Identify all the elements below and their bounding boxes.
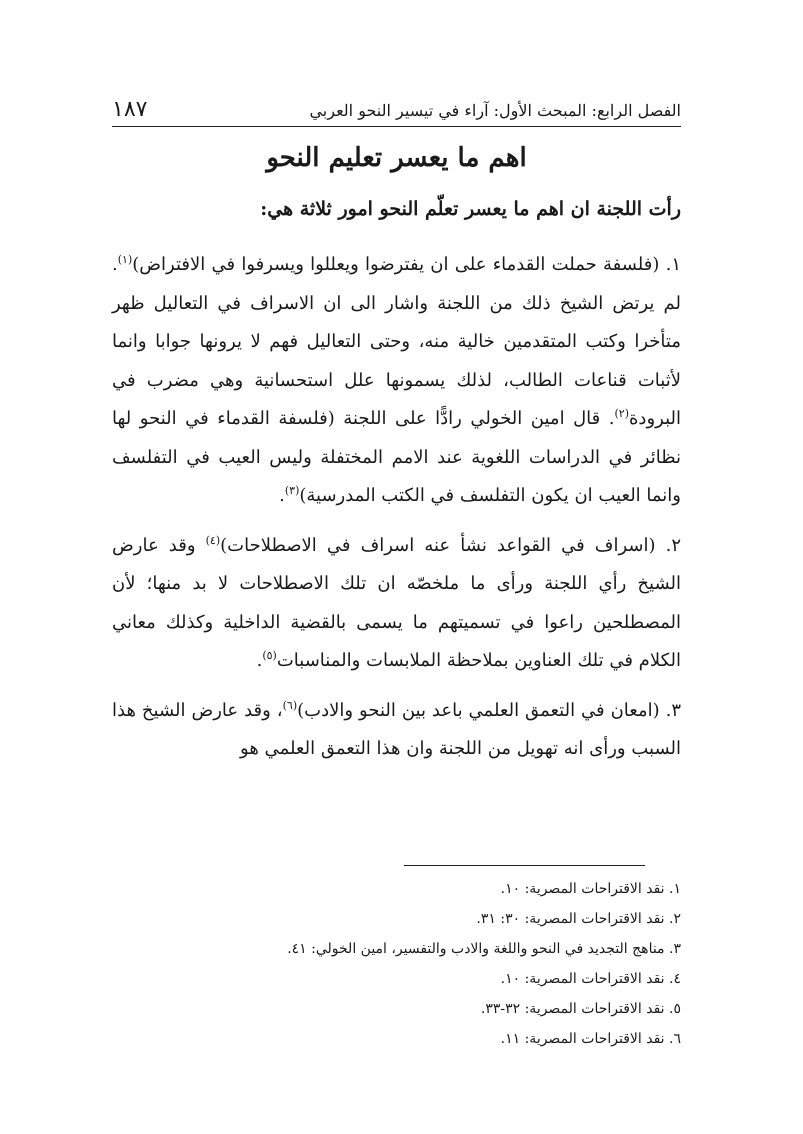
footnote-item: ١. نقد الاقتراحات المصرية: ١٠.: [500, 881, 681, 897]
running-header: [112, 86, 681, 127]
paragraph-3-text-b: ، وقد عارض الشيخ هذا السبب ورأى انه تهويل من اللجنة وان هذا التعمق العلمي هو: [112, 699, 681, 759]
paragraph-1-text-b: . لم يرتض الشيخ ذلك من اللجنة واشار الى ان الاسراف في التعاليل ظهر متأخرا وكتب المتقدمين خالية منه، وحتى التعاليل فهم لا يرونها جوابا وانما لأثبات قناعات الطالب، لذلك يسمونها علل استحسانية وهي مضرب في البرودة: [112, 254, 681, 429]
paragraph-2: [112, 527, 681, 681]
footnote-item: ٣. مناهج التجديد في النحو واللغة والادب والتفسير، امين الخولي: ٤١.: [287, 941, 681, 957]
body-text: [112, 246, 681, 780]
paragraph-2-text-a: ٢. (اسراف في القواعد نشأ عنه اسراف في الاصطلاحات): [220, 534, 681, 556]
footnote-ref-5: (٥): [262, 649, 277, 662]
footnote-ref-3: (٣): [284, 484, 300, 497]
footnote-ref-4: (٤): [205, 533, 221, 547]
paragraph-1: [112, 246, 681, 516]
section-subtitle: رأت اللجنة ان اهم ما يعسر تعلّم النحو امور ثلاثة هي:: [260, 198, 681, 220]
section-title: اهم ما يعسر تعليم النحو: [266, 143, 527, 173]
paragraph-1-text-a: ١. (فلسفة حملت القدماء على ان يفترضوا ويعللوا ويسرفوا في الافتراض): [132, 254, 681, 275]
footnote-separator: [404, 865, 645, 866]
paragraph-1-text-d: .: [279, 485, 285, 506]
footnote-item: ٢. نقد الاقتراحات المصرية: ٣٠: ٣١.: [476, 911, 681, 927]
footnote-item: ٥. نقد الاقتراحات المصرية: ٣٢-٣٣.: [480, 1001, 681, 1017]
page-number: ١٨٧: [112, 97, 148, 122]
paragraph-3: [112, 692, 681, 769]
paragraph-2-text-c: .: [256, 650, 263, 671]
footnote-item: ٤. نقد الاقتراحات المصرية: ١٠.: [500, 971, 681, 987]
paragraph-3-text-a: ٣. (امعان في التعمق العلمي باعد بين النحو والادب): [297, 699, 681, 721]
running-title: الفصل الرابع: المبحث الأول: آراء في تيسير النحو العربي: [309, 101, 681, 120]
footnote-ref-2: (٢): [614, 407, 629, 420]
footnote-ref-6: (٦): [282, 698, 298, 712]
paragraph-1-text-c: . قال امين الخولي رادًّا على اللجنة (فلسفة القدماء في النحو لها نظائر في الدراسات اللغوية عند الامم المختفلة وليس العيب في التفلسف وانما العيب ان يكون التفلسف في الكتب المدرسية): [112, 408, 681, 506]
footnote-item: ٦. نقد الاقتراحات المصرية: ١١.: [500, 1031, 681, 1047]
paragraph-2-text-b: وقد عارض الشيخ رأي اللجنة ورأى ما ملخصّه ان تلك الاصطلاحات لا بد منها؛ لأن المصطلحين راعوا في تسميتهم ما يسمى بالقضية الداخلية وكذلك معاني الكلام في تلك العناوين بملاحظة الملابسات والمناسبات: [112, 534, 681, 671]
footnote-ref-1: (١): [117, 253, 133, 266]
footnotes: [112, 874, 681, 1054]
